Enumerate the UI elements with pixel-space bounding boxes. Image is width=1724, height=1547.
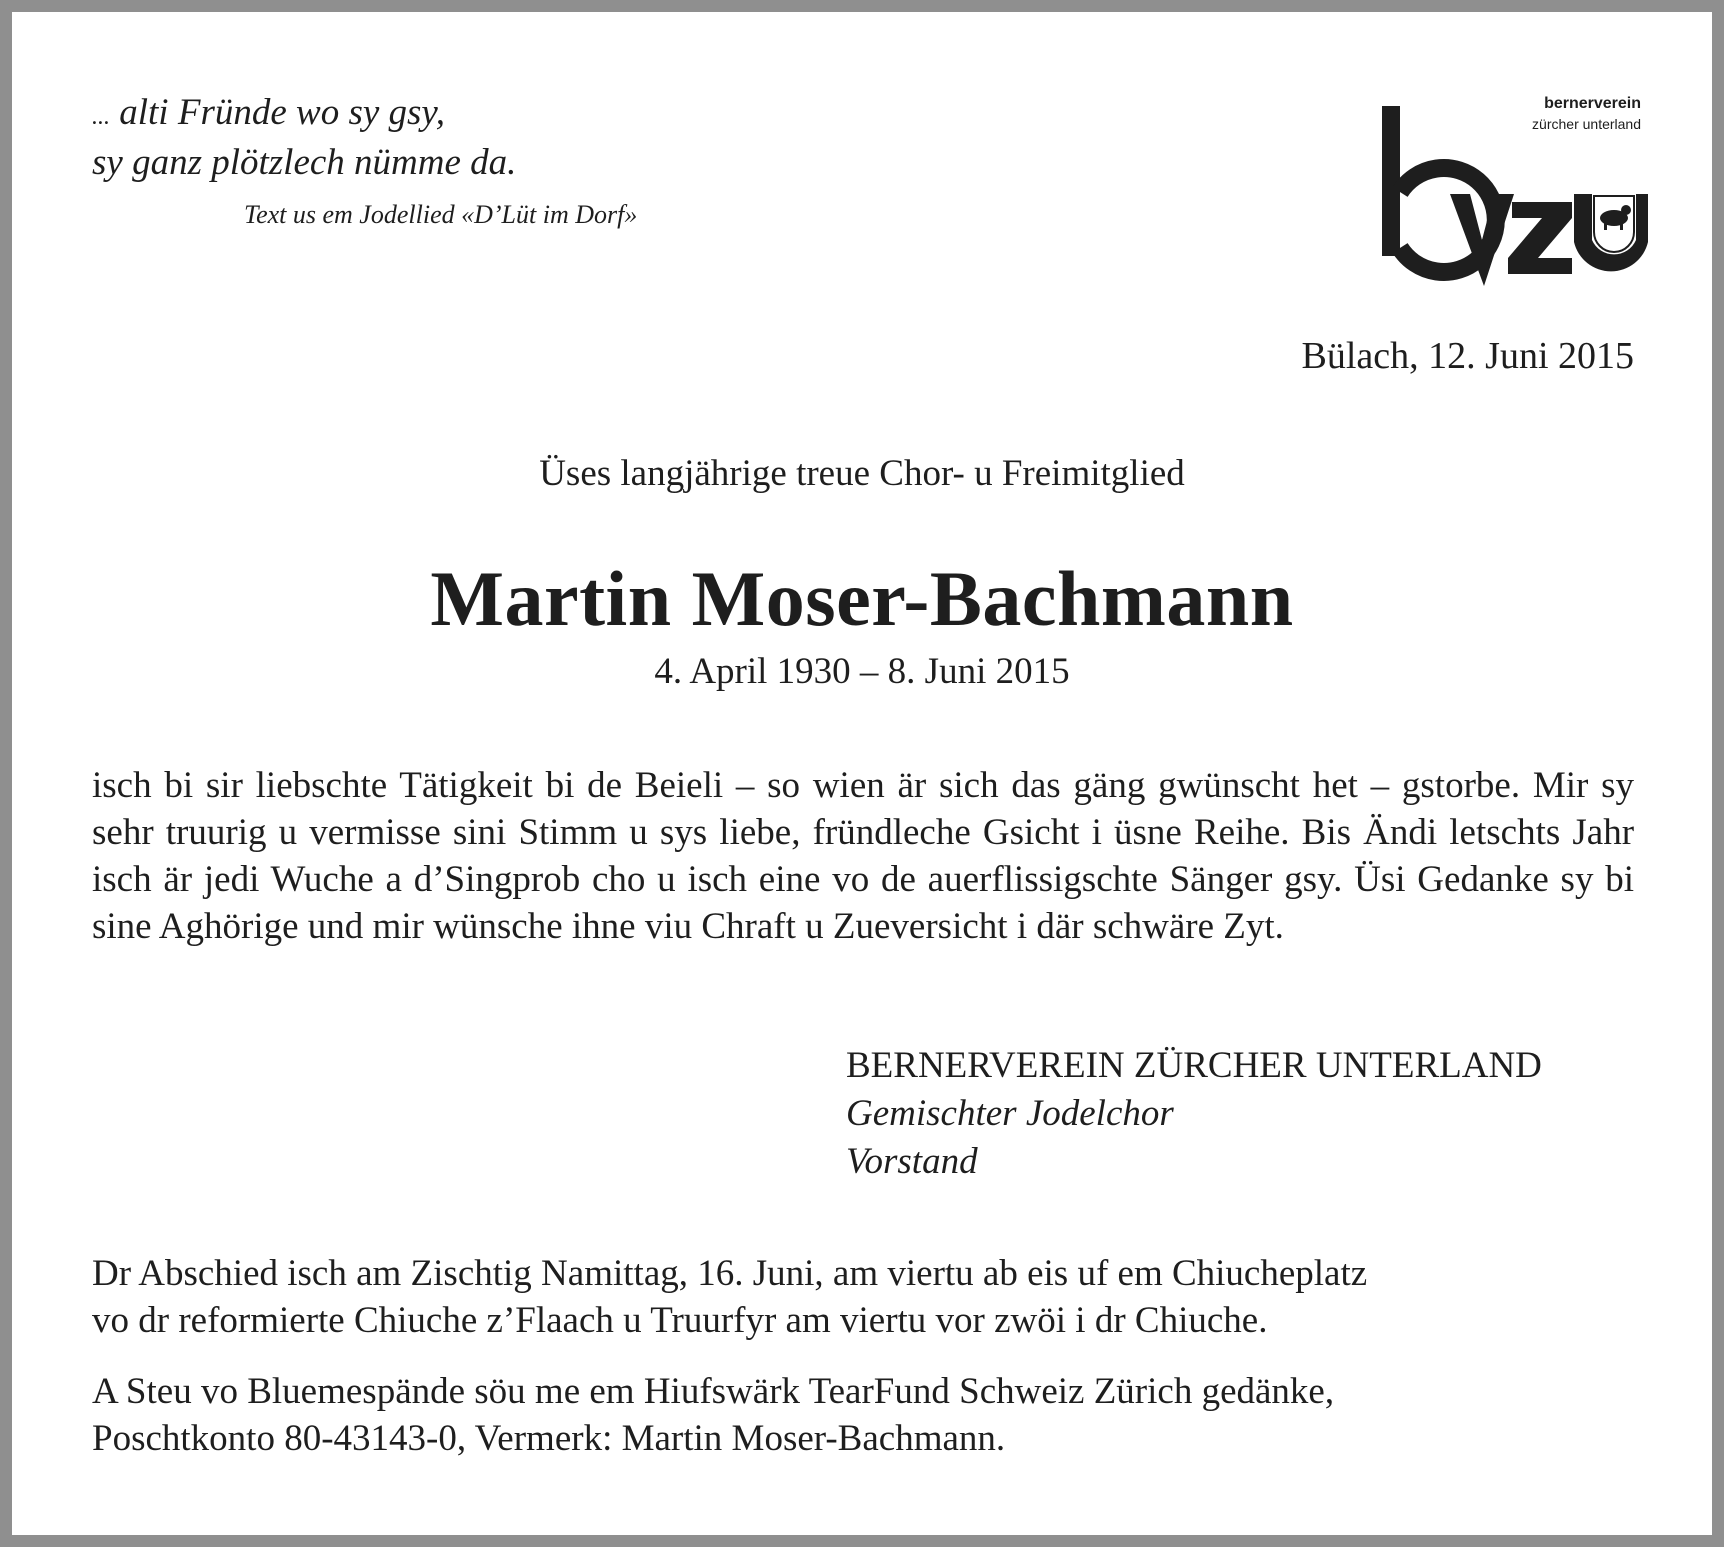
farewell-line-2: vo dr reformierte Chiuche z’Flaach u Truurfyr am viertu vor zwöi i dr Chiuche. xyxy=(92,1300,1268,1341)
signature-org: BERNERVEREIN ZÜRCHER UNTERLAND xyxy=(846,1045,1542,1086)
signature-block xyxy=(846,1042,1542,1186)
body-line: Ändi letschts Jahr isch är jedi Wuche a d’Singprob cho u isch eine vo de auerflissigschte xyxy=(92,812,1635,900)
logo-region: zürcher unterland xyxy=(1532,116,1641,132)
farewell-line-1: Dr Abschied isch am Zischtig Namittag, 16. Juni, am viertu ab eis uf em Chiucheplatz xyxy=(92,1253,1368,1294)
quote xyxy=(92,90,516,186)
bear-shield-icon xyxy=(1594,196,1634,252)
donation-line-2: Poschtkonto 80-43143-0, Vermerk: Martin Moser-Bachmann. xyxy=(92,1418,1006,1459)
obituary-notice xyxy=(12,12,1712,1535)
quote-source: Text us em Jodellied «D’Lüt im Dorf» xyxy=(244,200,638,229)
intro-line: Üses langjährige treue Chor- u Freimitglied xyxy=(539,453,1185,494)
deceased-name: Martin Moser-Bachmann xyxy=(430,555,1294,642)
body-line: Mir sy sehr truurig u vermisse sini Stimm u sys liebe, fründleche Gsicht i üsne Reihe. Bis xyxy=(92,765,1635,853)
logo-letter-z xyxy=(1508,202,1572,274)
signature-choir: Gemischter Jodelchor xyxy=(846,1093,1174,1134)
place-date: Bülach, 12. Juni 2015 xyxy=(1301,335,1634,377)
body-line: i där schwäre Zyt. xyxy=(1016,906,1284,947)
quote-ellipsis: ... xyxy=(92,104,110,130)
body-line: Sänger gsy. Üsi Gedanke sy bi sine Aghörige und mir wünsche ihne viu Chraft u Zueversicht xyxy=(92,859,1635,947)
quote-line-1-text: alti Fründe wo sy gsy, xyxy=(119,92,446,133)
logo-org-name: bernerverein xyxy=(1544,95,1641,112)
quote-line-2: sy ganz plötzlech nümme da. xyxy=(92,142,517,183)
bvzu-logo xyxy=(1370,92,1650,292)
quote-line-1 xyxy=(92,90,516,140)
farewell-notice xyxy=(92,1250,1367,1344)
donation-notice xyxy=(92,1368,1334,1462)
life-dates: 4. April 1930 – 8. Juni 2015 xyxy=(654,651,1070,692)
donation-line-1: A Steu vo Bluemespände söu me em Hiufswärk TearFund Schweiz Zürich gedänke, xyxy=(92,1371,1335,1412)
body-line: isch bi sir liebschte Tätigkeit bi de Beieli – so wien är sich das gäng gwünscht het – gstorbe. xyxy=(92,765,1521,806)
obituary-text xyxy=(92,762,1634,950)
signature-board: Vorstand xyxy=(846,1141,978,1182)
